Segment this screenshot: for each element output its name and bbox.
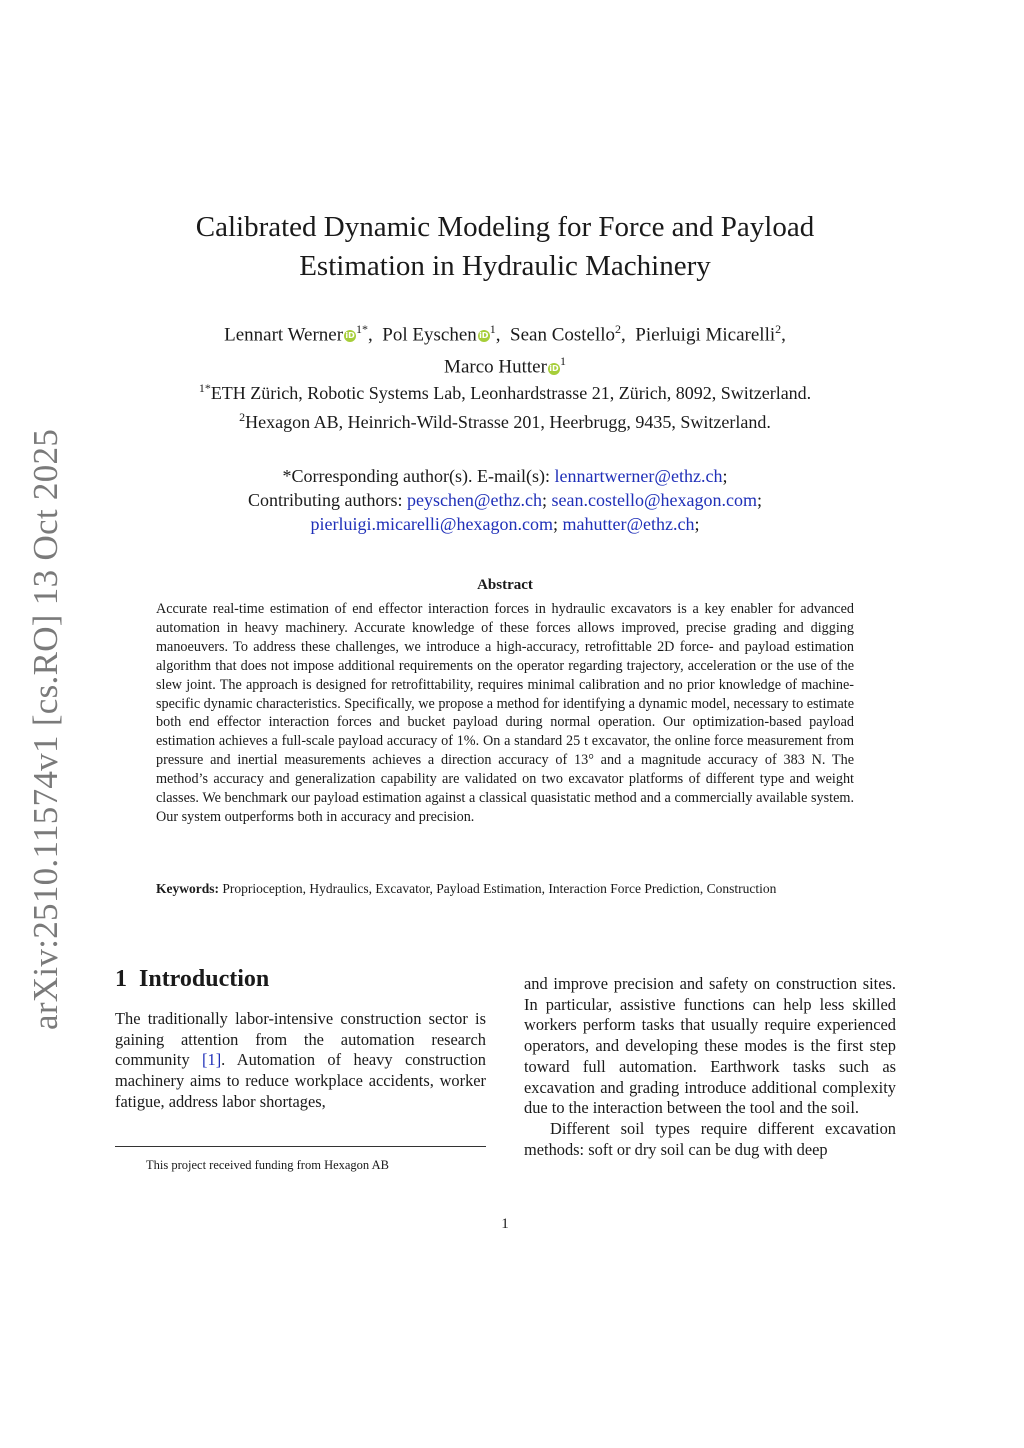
orcid-icon[interactable]: iD [345, 331, 355, 341]
page-number: 1 [501, 1216, 509, 1232]
paragraph: and improve precision and safety on construction sites. In particular, assistive functions can help less skilled workers perform tasks that usually require experienced operators, and developing these modes is the first step toward full automation. Earthwork tasks such as excavation and grading introduce additional complexity due to the interaction between the tool and the soil. [524, 974, 896, 1118]
arxiv-sidebar-stamp: arXiv:2510.11574v1 [cs.RO] 13 Oct 2025 [26, 428, 65, 1030]
contact-block: *Corresponding author(s). E-mail(s): lennartwerner@ethz.ch; Contributing authors: peyschen@ethz.ch; sean.costello@hexagon.com; pierluigi.micarelli@hexagon.com; mahutter@ethz.ch; [247, 466, 763, 534]
author-affil-sup: 1 [559, 354, 566, 369]
author-affil-sup: 1* [356, 322, 369, 336]
author-name: Sean Costello [510, 324, 616, 346]
text-run: . Automation of heavy construction machinery aims to reduce workplace accidents, worker fatigue, address labor shortages, [115, 1050, 486, 1111]
author-affil-sup: 2 [775, 322, 782, 336]
author-affil-sup: 2 [615, 322, 622, 336]
author-name: Lennart Werner [224, 324, 344, 346]
affiliation-1: ETH Zürich, Robotic Systems Lab, Leonhardstrasse 21, Zürich, 8092, Switzerland. [210, 383, 812, 403]
corresponding-label: *Corresponding author(s). E-mail(s): [282, 466, 550, 486]
abstract-text: Accurate real-time estimation of end effector interaction forces in hydraulic excavators is a key enabler for advanced automation in heavy machinery. Accurate knowledge of these forces allows improved, precise grading and digging manoeuvers. To address these challenges, we introduce a high-accuracy, retrofittable 2D force- and payload estimation algorithm that does not impose additional requirements on the operator regarding trajectory, acceleration or the use of the slew joint. The approach is designed for retrofittability, requires minimal calibration and no prior knowledge of machine-specific dynamic characteristics. Specifically, we propose a method for identifying a dynamic model, necessary to estimate both end effector interaction forces and bucket payload during normal operation. Our optimization-based payload estimation achieves a full-scale payload accuracy of 1%. On a standard 25 t excavator, the online force measurement from pressure and inertial measurements achieves a direction accuracy of 13° and a magnitude accuracy of 383 N. The method’s accuracy and generalization capability are validated on two excavator platforms of different type and weight classes. We benchmark our payload estimation against a classical quasistatic method and a commercially available system. Our system outperforms both in accuracy and precision. [156, 601, 854, 825]
contributing-label: Contributing authors: [247, 490, 403, 510]
title-line-2: Estimation in Hydraulic Machinery [299, 250, 711, 282]
footnote-rule [115, 1146, 486, 1147]
left-column [115, 1009, 486, 1113]
orcid-icon[interactable]: iD [479, 331, 489, 341]
citation-link[interactable]: [1] [202, 1050, 222, 1070]
paper-title [150, 208, 860, 286]
title-line-1: Calibrated Dynamic Modeling for Force and Payload [195, 211, 815, 243]
orcid-icon[interactable]: iD [549, 363, 559, 373]
email-link[interactable]: peyschen@ethz.ch [406, 490, 542, 510]
author-affil-sup: 1 [489, 322, 496, 336]
keywords-label: Keywords: [156, 881, 219, 896]
section-number: 1 [115, 966, 127, 992]
section-heading [115, 966, 269, 993]
email-link[interactable]: sean.costello@hexagon.com [551, 490, 758, 510]
footnote: This project received funding from Hexagon AB [146, 1158, 389, 1172]
author-name: Pol Eyschen [382, 324, 477, 346]
affil-sup: 2 [239, 410, 246, 424]
abstract-heading: Abstract [477, 577, 533, 593]
author-name: Pierluigi Micarelli [635, 324, 776, 346]
email-link[interactable]: mahutter@ethz.ch [562, 514, 695, 534]
right-column [524, 974, 896, 1160]
paragraph: Different soil types require different excavation methods: soft or dry soil can be dug with deep [524, 1118, 896, 1159]
keywords-list: Proprioception, Hydraulics, Excavator, Payload Estimation, Interaction Force Prediction, Construction [222, 881, 777, 896]
section-title: Introduction [139, 966, 270, 992]
author-name: Marco Hutter [444, 356, 547, 378]
paragraph [115, 1009, 486, 1113]
email-link[interactable]: lennartwerner@ethz.ch [554, 466, 723, 486]
keywords [156, 880, 854, 897]
affil-sup: 1* [198, 381, 211, 395]
text-run: The traditionally labor-intensive construction sector is gaining attention from the automation research community [115, 1009, 486, 1070]
author-list: Lennart Werner $iD^{1*}$, Pol Eyschen $iD^1$, Sean Costello$^2$, Pierluigi Micarelli$^2$, Marco Hutter $iD^1$ [224, 322, 786, 378]
affiliation-2: Hexagon AB, Heinrich-Wild-Strasse 201, Heerbrugg, 9435, Switzerland. [245, 412, 771, 432]
affiliations [120, 376, 890, 434]
email-link[interactable]: pierluigi.micarelli@hexagon.com [310, 514, 553, 534]
